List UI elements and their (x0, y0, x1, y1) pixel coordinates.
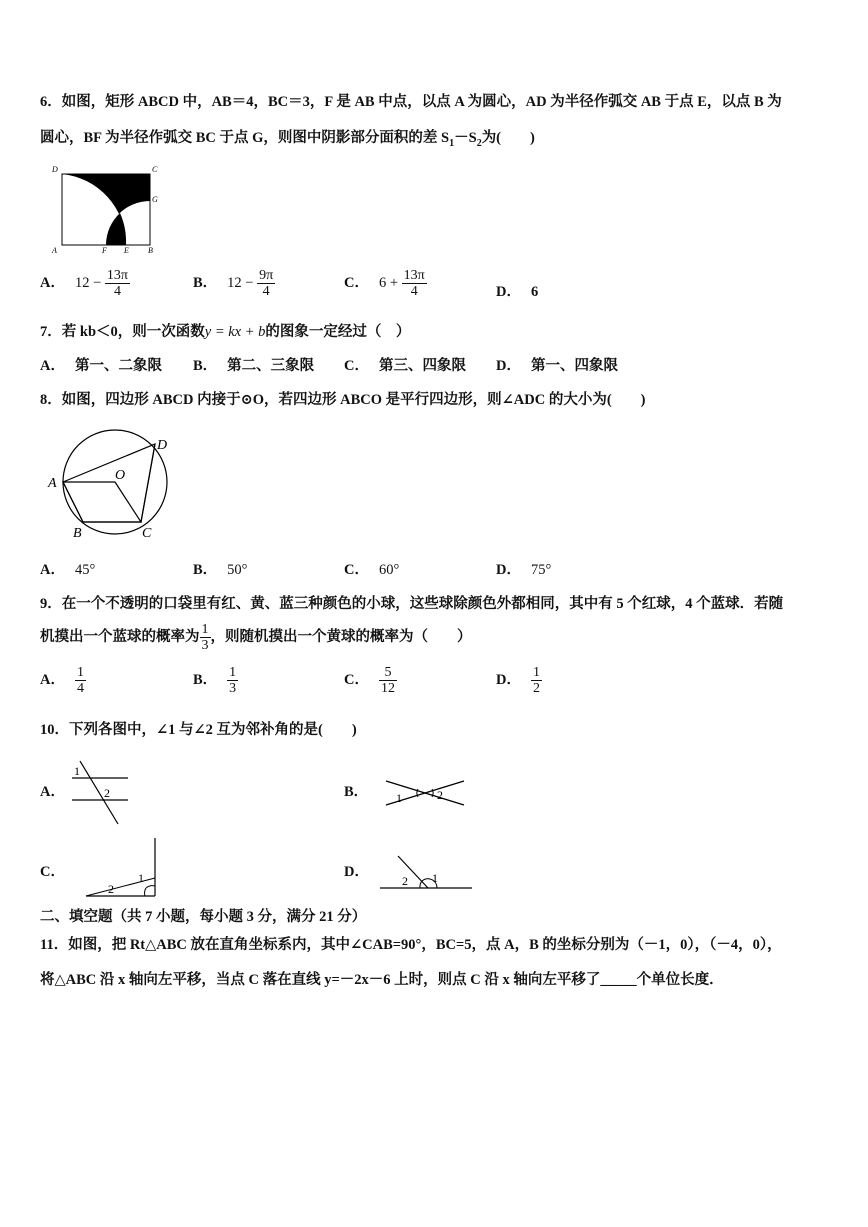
q6-minus: －S (454, 130, 477, 146)
q6-label-d: D (52, 165, 58, 174)
q6-line2 (40, 126, 535, 149)
q10-figure-a (70, 758, 140, 828)
q8-option-a: A． 45° (40, 562, 96, 578)
q11-line2: 将△ABC 沿 x 轴向左平移，当点 C 落在直线 y=－2x－6 上时，则点 C 沿 x 轴向左平移了_____个单位长度． (40, 972, 724, 988)
svg-text:1: 1 (138, 871, 144, 885)
q7-option-d: D． 第一、四象限 (496, 358, 618, 374)
q7-option-a: A． 第一、二象限 (40, 358, 162, 374)
q8-label-b: B (73, 526, 82, 541)
q8-option-d: D． 75° (496, 562, 552, 578)
q6-label-g: G (152, 195, 158, 204)
q9-frac: $\frac{1}{3}$ (201, 622, 209, 653)
q7-option-c: C． 第三、四象限 (344, 358, 466, 374)
q10-figure-c (82, 836, 162, 901)
q8-label-a: A (48, 476, 57, 491)
q8-option-c: C． 60° (344, 562, 400, 578)
q6-opt-b-frac: $\frac{9\pi}{4}$ (259, 268, 274, 299)
q11-answer-blank[interactable]: _____ (600, 972, 637, 988)
q6-figure (48, 163, 168, 258)
q6-option-d: D． 6 (496, 284, 539, 300)
q7-line: 7．若 kb＜0，则一次函数y = kx + b的图象一定经过（ ） (40, 324, 411, 340)
q6-option-a: A． 12 − $\frac{13\pi}{4}$ (40, 268, 128, 299)
q11-line1: 11．如图，把 Rt△ABC 放在直角坐标系内，其中∠CAB=90°，BC=5，点 A，B 的坐标分别为（－1，0），（－4，0）， (40, 937, 782, 953)
q6-line1: 6．如图，矩形 ABCD 中，AB＝4，BC＝3，F 是 AB 中点，以点 A 为圆心，AD 为半径作弧交 AB 于点 E，以点 B 为 (40, 94, 782, 110)
q6-option-c: C． 6 + $\frac{13\pi}{4}$ (344, 268, 425, 299)
q8-line: 8．如图，四边形 ABCD 内接于⊙O，若四边形 ABCO 是平行四边形，则∠ADC 的大小为( ) (40, 392, 646, 408)
svg-text:2: 2 (104, 786, 110, 800)
q6-s2: 2 (476, 137, 482, 149)
q6-label-a: A (52, 246, 57, 255)
q9-option-d: D． $\frac{1}{2}$ (496, 665, 540, 696)
q10-option-d: D． (344, 864, 369, 880)
q8-figure (45, 428, 185, 543)
svg-text:1: 1 (432, 871, 438, 885)
svg-text:1: 1 (74, 764, 80, 778)
svg-text:2: 2 (108, 882, 114, 896)
q9-option-a: A． $\frac{1}{4}$ (40, 665, 84, 696)
q6-opt-a-frac: $\frac{13\pi}{4}$ (106, 268, 128, 299)
q6-label-c: C (152, 165, 158, 174)
q10-figure-b (382, 775, 472, 815)
q9-line2: 机摸出一个蓝球的概率为 $\frac{1}{3}$ ，则随机摸出一个黄球的概率为（ ） (40, 622, 472, 653)
q6-label-b: B (148, 246, 153, 255)
q8-label-d: D (157, 438, 168, 453)
q6-s1: 1 (449, 137, 455, 149)
q10-figure-d (378, 846, 478, 896)
q6-line2-post: 为( ) (481, 130, 535, 146)
q9-option-b: B． $\frac{1}{3}$ (193, 665, 237, 696)
q10-line: 10．下列各图中，∠1 与∠2 互为邻补角的是( ) (40, 722, 357, 738)
section-2-heading: 二、填空题（共 7 小题，每小题 3 分，满分 21 分） (40, 909, 367, 925)
q7-option-b: B． 第二、三象限 (193, 358, 315, 374)
q8-label-c: C (142, 526, 152, 541)
q9-line1: 9．在一个不透明的口袋里有红、黄、蓝三种颜色的小球，这些球除颜色外都相同，其中有 5 个红球，4 个蓝球．若随 (40, 596, 784, 612)
q8-option-b: B． 50° (193, 562, 248, 578)
q7-formula: y = kx + b (204, 324, 266, 340)
q6-opt-c-frac: $\frac{13\pi}{4}$ (403, 268, 425, 299)
svg-text:2: 2 (402, 874, 408, 888)
svg-text:2: 2 (437, 788, 443, 802)
q10-option-a: A． (40, 784, 65, 800)
q6-label-e: E (124, 246, 129, 255)
svg-text:1: 1 (396, 791, 402, 805)
q10-option-b: B． (344, 784, 369, 800)
q6-label-f: F (102, 246, 107, 255)
q10-option-c: C． (40, 864, 65, 880)
q6-option-b: B． 12 − $\frac{9\pi}{4}$ (193, 268, 274, 299)
q8-label-o: O (115, 468, 126, 483)
q6-line2-pre: 圆心，BF 为半径作弧交 BC 于点 G，则图中阴影部分面积的差 S (40, 130, 450, 146)
q9-option-c: C． $\frac{5}{12}$ (344, 665, 395, 696)
